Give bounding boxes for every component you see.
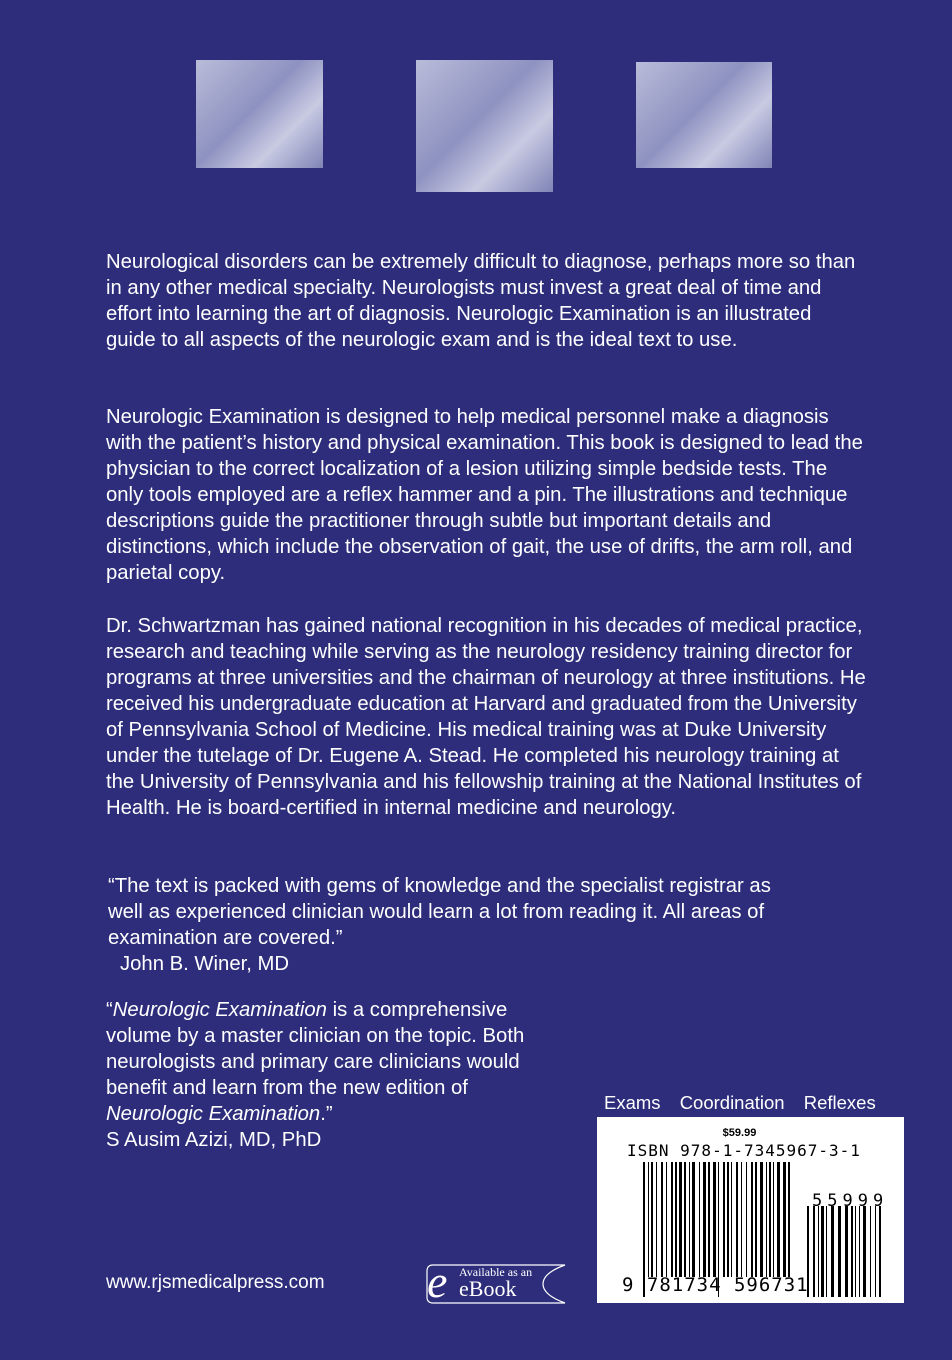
barcode-bar bbox=[703, 1162, 706, 1277]
barcode-bar bbox=[675, 1162, 677, 1277]
barcode-bar bbox=[656, 1162, 657, 1277]
barcode-bar bbox=[708, 1162, 710, 1277]
publisher-url[interactable]: www.rjsmedicalpress.com bbox=[106, 1272, 325, 1293]
barcode-bar bbox=[666, 1162, 667, 1277]
barcode-bar bbox=[783, 1162, 786, 1277]
ebook-line2: eBook bbox=[459, 1276, 517, 1301]
barcode-bar bbox=[648, 1162, 649, 1277]
barcode-bar bbox=[879, 1206, 881, 1297]
endorsement-text: “Neurologic Examination is a comprehensive volume by a master clinician on the topic. Both neurologists and primary care clinicians would benefit and learn from the new edition of Neurologic Examination.” bbox=[106, 999, 525, 1125]
endorsement-winer bbox=[108, 873, 808, 977]
barcode-bar bbox=[870, 1206, 871, 1297]
barcode-bar bbox=[831, 1206, 834, 1297]
barcode-bar bbox=[751, 1162, 753, 1277]
barcode-bar bbox=[689, 1162, 690, 1277]
barcode-bar bbox=[838, 1206, 841, 1297]
barcode-bar bbox=[699, 1162, 700, 1277]
barcode-bar bbox=[736, 1162, 738, 1277]
barcode-bar bbox=[746, 1162, 747, 1277]
barcode-bar bbox=[679, 1162, 682, 1277]
ebook-e-icon: e bbox=[427, 1256, 448, 1307]
barcode-bar bbox=[723, 1162, 725, 1277]
barcode-bar bbox=[741, 1162, 742, 1277]
endorsement-author: John B. Winer, MD bbox=[120, 953, 290, 975]
barcode-bar bbox=[813, 1206, 815, 1297]
ebook-line1: Available as an bbox=[459, 1265, 533, 1279]
barcode-bar bbox=[855, 1206, 856, 1297]
topic-tags bbox=[604, 1092, 886, 1114]
barcode-bar bbox=[731, 1162, 732, 1277]
barcode-bar bbox=[821, 1206, 824, 1297]
barcode-bar bbox=[875, 1206, 876, 1297]
barcode-bar bbox=[692, 1162, 695, 1277]
endorsement-author: S Ausim Azizi, MD, PhD bbox=[106, 1129, 322, 1151]
ean-number: 9 781734 596731 bbox=[622, 1274, 809, 1296]
barcode-bar bbox=[851, 1206, 853, 1297]
isbn-number: ISBN 978-1-7345967-3-1 bbox=[627, 1141, 861, 1160]
barcode-bar bbox=[863, 1206, 866, 1297]
barcode-panel bbox=[597, 1117, 904, 1303]
intro-paragraph: Neurological disorders can be extremely difficult to diagnose, perhaps more so than in any other medical specialty. Neurologists must invest a great deal of time and effort into learning the art of diagnosis. Neurologic Examination is an illustrated guide to all aspects of the neurologic exam and is the ideal text to use. bbox=[106, 251, 856, 351]
tag-reflexes: Reflexes bbox=[803, 1092, 876, 1113]
price-addon-code: 55999 bbox=[812, 1191, 889, 1211]
barcode-bar bbox=[777, 1162, 780, 1277]
author-bio-paragraph: Dr. Schwartzman has gained national recognition in his decades of medical practice, research and teaching while serving as the neurology residency training director for programs at three universities and the chairman of neurology at three institutions. He received his undergraduate education at Harvard and graduated from the University of Pennsylvania School of Medicine. His medical training was at Duke University under the tutelage of Dr. Eugene A. Stead. He completed his neurology training at the University of Pennsylvania and his fellowship training at the National Institutes of Health. He is board-certified in internal medicine and neurology. bbox=[106, 615, 866, 819]
barcode-bar bbox=[788, 1162, 790, 1277]
barcode-bar bbox=[760, 1162, 763, 1277]
ebook-badge bbox=[425, 1256, 567, 1307]
hand-exam-photo-2 bbox=[416, 60, 553, 192]
barcode-bar bbox=[661, 1162, 663, 1277]
barcode-bar bbox=[818, 1206, 819, 1297]
barcode-bar bbox=[651, 1162, 653, 1277]
barcode-bar bbox=[769, 1162, 771, 1277]
barcode-bar bbox=[727, 1162, 729, 1277]
barcode-bar bbox=[766, 1162, 767, 1277]
barcode-bar bbox=[773, 1162, 774, 1277]
price: $59.99 bbox=[722, 1127, 757, 1139]
tag-exams: Exams bbox=[604, 1092, 661, 1113]
barcode-bar bbox=[671, 1162, 673, 1277]
barcode-bar bbox=[845, 1206, 848, 1297]
hand-exam-photo-1 bbox=[196, 60, 323, 168]
barcode-bar bbox=[713, 1162, 716, 1277]
barcode-bar bbox=[826, 1206, 827, 1297]
tag-coordination: Coordination bbox=[679, 1092, 785, 1113]
barcode-bar bbox=[859, 1206, 860, 1297]
barcode-bar bbox=[684, 1162, 686, 1277]
endorsement-azizi bbox=[106, 997, 568, 1153]
purpose-paragraph: Neurologic Examination is designed to help medical personnel make a diagnosis with the patient’s history and physical examination. This book is designed to lead the physician to the correct localization of a lesion utilizing simple bedside tests. The only tools employed are a reflex hammer and a pin. The illustrations and technique descriptions guide the practitioner through subtle but important details and distinctions, which include the observation of gait, the use of drifts, the arm roll, and parietal copy. bbox=[106, 406, 863, 584]
barcode-bar bbox=[755, 1162, 757, 1277]
endorsement-text: “The text is packed with gems of knowledge and the specialist registrar as well as experienced clinician would learn a lot from reading it. All areas of examination are covered.” bbox=[108, 875, 771, 949]
hand-exam-photo-3 bbox=[636, 62, 772, 168]
